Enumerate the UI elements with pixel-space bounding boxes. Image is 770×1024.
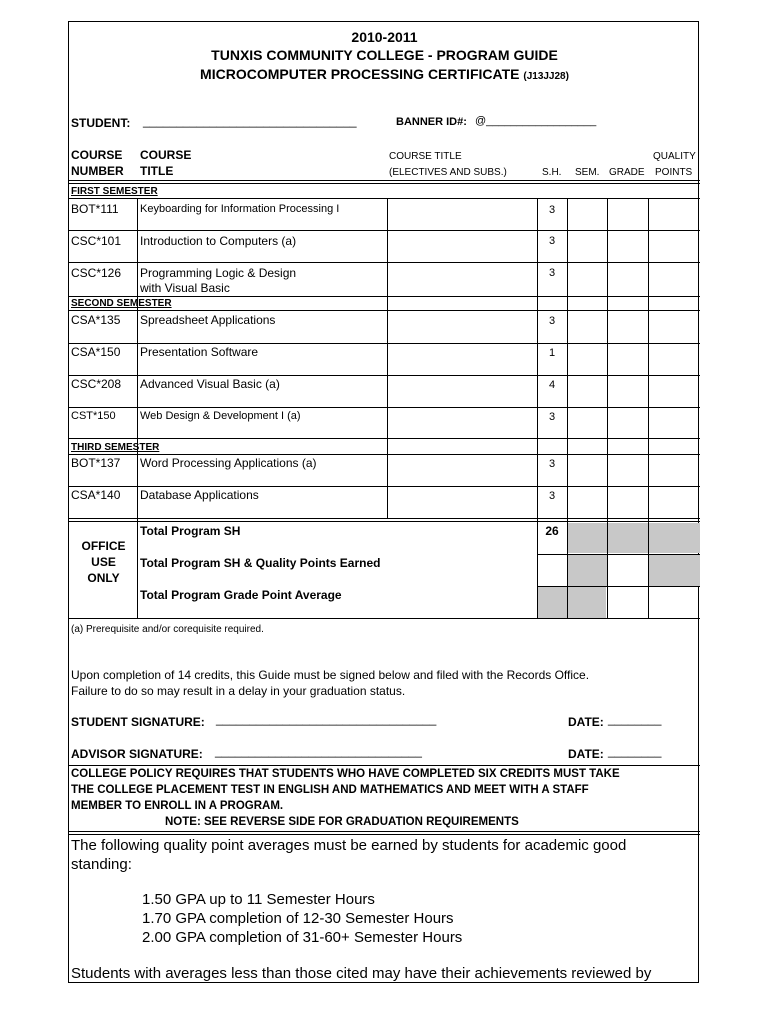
- program-heading: [69, 66, 700, 82]
- program-code: (J13JJ28): [523, 71, 569, 82]
- course-number: CSA*150: [71, 345, 121, 359]
- program-guide-form: [68, 21, 699, 983]
- course-number: CSC*126: [71, 266, 122, 280]
- policy-line1: COLLEGE POLICY REQUIRES THAT STUDENTS WHO HAVE COMPLETED SIX CREDITS MUST TAKE: [71, 768, 620, 780]
- total-sh-value: 26: [545, 524, 559, 538]
- header-divider: [69, 180, 700, 184]
- col-elective-1: COURSE TITLE: [389, 151, 462, 162]
- course-title-cont: with Visual Basic: [140, 281, 230, 295]
- completion-line2: Failure to do so may result in a delay in your graduation status.: [71, 684, 406, 698]
- standing-intro-2: standing:: [71, 856, 132, 873]
- completion-line1: Upon completion of 14 credits, this Guide must be signed below and filed with the Records Office.: [71, 668, 590, 682]
- policy-top: [69, 765, 700, 766]
- course-sh: 4: [548, 379, 556, 391]
- student-date-field[interactable]: ________: [608, 712, 662, 726]
- gpa-label: Total Program Grade Point Average: [140, 588, 342, 602]
- course-title: Advanced Visual Basic (a): [140, 377, 280, 391]
- course-sh: 3: [548, 490, 556, 502]
- col-line: [567, 198, 568, 618]
- course-number: CSA*140: [71, 488, 121, 502]
- row-divider: [69, 310, 700, 311]
- office-use-line3: ONLY: [87, 571, 120, 585]
- row-divider: [69, 375, 700, 376]
- standing-intro-1: The following quality point averages must be earned by students for academic good: [71, 837, 627, 854]
- course-number: CSC*208: [71, 377, 122, 391]
- policy-line3: MEMBER TO ENROLL IN A PROGRAM.: [71, 800, 284, 812]
- course-sh: 1: [548, 347, 556, 359]
- advisor-signature-label: ADVISOR SIGNATURE:: [71, 747, 203, 761]
- office-divider: [537, 554, 700, 555]
- course-sh: 3: [548, 267, 556, 279]
- banner-id-field[interactable]: @__________________: [475, 115, 597, 127]
- col-line: [387, 198, 388, 518]
- course-title: Spreadsheet Applications: [140, 313, 276, 327]
- col-line: [537, 198, 538, 618]
- course-title: Introduction to Computers (a): [140, 234, 297, 248]
- col-course-number-1: COURSE: [71, 148, 123, 162]
- row-divider: [69, 343, 700, 344]
- col-line: [137, 198, 138, 618]
- policy-line2: THE COLLEGE PLACEMENT TEST IN ENGLISH AND MATHEMATICS AND MEET WITH A STAFF: [71, 784, 589, 796]
- gpa-requirement-3: 2.00 GPA completion of 31-60+ Semester Hours: [142, 929, 463, 946]
- standing-outro: Students with averages less than those cited may have their achievements reviewed by: [71, 965, 652, 982]
- banner-id-label: BANNER ID#:: [396, 116, 467, 128]
- office-divider: [69, 518, 700, 522]
- office-divider: [537, 586, 700, 587]
- semester-label: THIRD SEMESTER: [71, 442, 160, 453]
- shaded-cell: [649, 555, 700, 586]
- course-sh: 3: [548, 458, 556, 470]
- student-label: STUDENT:: [71, 116, 131, 130]
- row-divider: [69, 198, 700, 199]
- student-signature-label: STUDENT SIGNATURE:: [71, 715, 205, 729]
- row-divider: [69, 454, 700, 455]
- student-date-label: DATE:: [568, 715, 604, 729]
- policy-note: NOTE: SEE REVERSE SIDE FOR GRADUATION REQUIREMENTS: [165, 816, 519, 828]
- semester-label: SECOND SEMESTER: [71, 298, 172, 309]
- col-line: [607, 198, 608, 618]
- col-sem: SEM.: [575, 167, 600, 178]
- program-name: MICROCOMPUTER PROCESSING CERTIFICATE: [200, 66, 520, 82]
- col-grade: GRADE: [609, 167, 645, 178]
- gpa-requirement-2: 1.70 GPA completion of 12-30 Semester Hours: [142, 910, 454, 927]
- course-sh: 3: [548, 235, 556, 247]
- total-qp-label: Total Program SH & Quality Points Earned: [140, 556, 381, 570]
- col-course-title-2: TITLE: [140, 164, 174, 178]
- shaded-cell: [538, 587, 606, 618]
- course-number: BOT*111: [71, 202, 119, 216]
- standing-divider: [69, 831, 700, 835]
- course-sh: 3: [548, 315, 556, 327]
- row-divider: [69, 262, 700, 263]
- advisor-date-label: DATE:: [568, 747, 604, 761]
- course-title: Programming Logic & Design: [140, 266, 297, 280]
- table-bottom: [69, 618, 700, 619]
- col-line: [648, 198, 649, 618]
- college-heading: TUNXIS COMMUNITY COLLEGE - PROGRAM GUIDE: [211, 47, 558, 63]
- course-title: Word Processing Applications (a): [140, 456, 317, 470]
- col-quality-1: QUALITY: [653, 151, 696, 162]
- row-divider: [69, 438, 700, 439]
- col-sh: S.H.: [542, 167, 562, 178]
- course-number: CSA*135: [71, 313, 121, 327]
- row-divider: [69, 486, 700, 487]
- row-divider: [69, 230, 700, 231]
- office-use-line1: OFFICE: [81, 539, 126, 553]
- year-heading: 2010-2011: [351, 29, 418, 45]
- shaded-cell: [568, 523, 700, 553]
- advisor-signature-field[interactable]: _______________________________: [215, 744, 422, 758]
- footnote: (a) Prerequisite and/or corequisite required.: [71, 624, 264, 635]
- advisor-date-field[interactable]: ________: [608, 744, 662, 758]
- course-title: Keyboarding for Information Processing I: [140, 203, 340, 215]
- col-quality-2: POINTS: [655, 167, 693, 178]
- course-title: Database Applications: [140, 488, 259, 502]
- course-number: BOT*137: [71, 456, 121, 470]
- course-title: Web Design & Development I (a): [140, 410, 301, 422]
- course-sh: 3: [548, 411, 556, 423]
- col-course-number-2: NUMBER: [71, 164, 124, 178]
- course-title: Presentation Software: [140, 345, 259, 359]
- student-name-field[interactable]: ________________________________: [143, 114, 357, 128]
- col-elective-2: (ELECTIVES AND SUBS.): [389, 167, 507, 178]
- gpa-requirement-1: 1.50 GPA up to 11 Semester Hours: [142, 891, 375, 908]
- office-use-line2: USE: [91, 555, 116, 569]
- row-divider: [69, 296, 700, 297]
- total-sh-label: Total Program SH: [140, 524, 241, 538]
- course-number: CSC*101: [71, 234, 122, 248]
- course-sh: 3: [548, 204, 556, 216]
- course-number: CST*150: [71, 410, 116, 422]
- semester-label: FIRST SEMESTER: [71, 186, 158, 197]
- shaded-cell: [568, 555, 607, 586]
- row-divider: [69, 407, 700, 408]
- col-course-title-1: COURSE: [140, 148, 192, 162]
- student-signature-field[interactable]: _________________________________: [216, 712, 437, 726]
